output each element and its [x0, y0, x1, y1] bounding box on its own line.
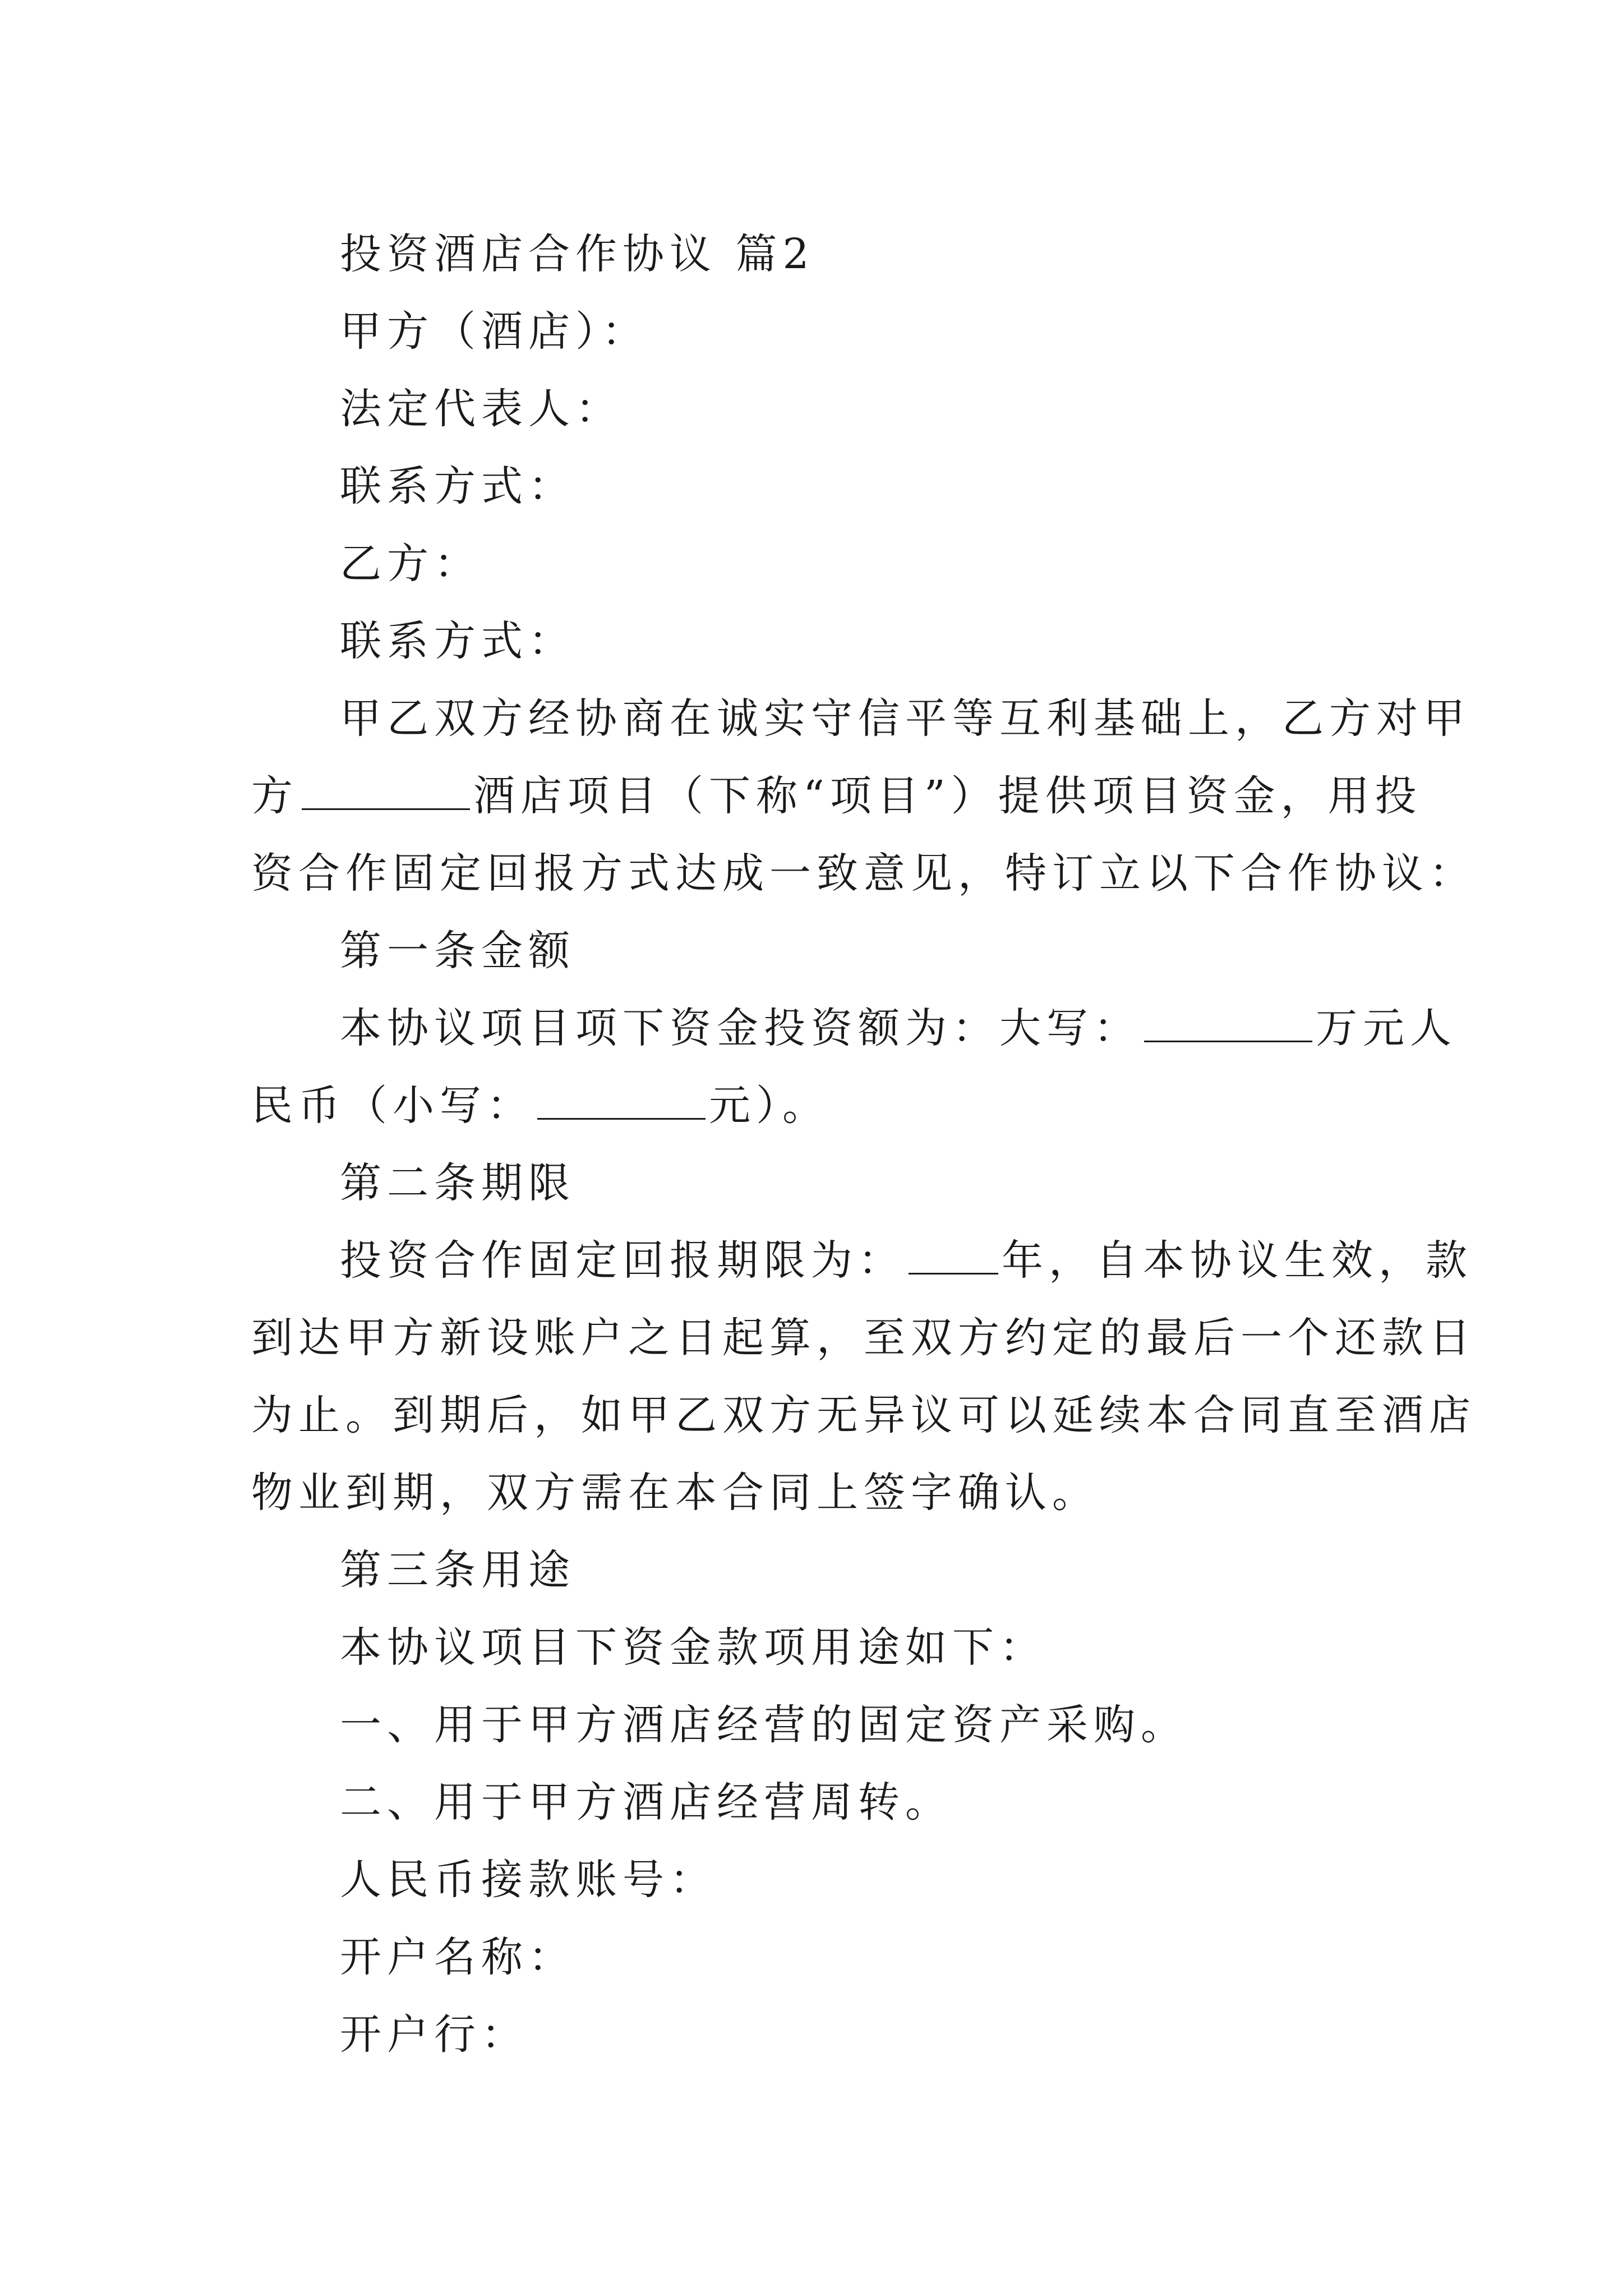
party-a-label: 甲方（酒店）：	[340, 307, 649, 356]
intro-paragraph	[251, 680, 1476, 912]
hotel-name-blank	[302, 776, 470, 810]
article-1-heading: 第一条金额	[340, 927, 575, 975]
article-2-heading: 第二条期限	[340, 1159, 575, 1207]
article-2-row-1	[251, 1222, 1473, 1299]
document-title: 投资酒店合作协议 篇2	[340, 230, 815, 278]
amount-numeric-blank	[537, 1085, 706, 1120]
intro-row-2-prefix: 方	[251, 772, 298, 820]
article-2-row-1-prefix: 投资合作固定回报期限为：	[340, 1236, 905, 1285]
article-2-row-1-suffix: 年，自本协议生效，款	[1002, 1236, 1473, 1285]
article-2-row-4: 物业到期，双方需在本合同上签字确认。	[251, 1469, 1099, 1517]
article-1-row-1	[251, 990, 1457, 1067]
article-1-row-1-suffix: 万元人	[1316, 1004, 1457, 1052]
article-3-item-2: 二、用于甲方酒店经营周转。	[340, 1778, 952, 1826]
article-1-paragraph	[251, 990, 1457, 1144]
account-name-label: 开户名称：	[340, 1933, 575, 1981]
document-body	[251, 215, 1476, 2073]
article-2-row-2: 到达甲方新设账户之日起算，至双方约定的最后一个还款日	[251, 1314, 1476, 1362]
article-1-row-1-prefix: 本协议项目项下资金投资额为：大写：	[340, 1004, 1141, 1052]
amount-uppercase-blank	[1144, 1008, 1312, 1042]
party-a-contact-label: 联系方式：	[340, 462, 575, 510]
intro-row-1: 甲乙双方经协商在诚实守信平等互利基础上，乙方对甲	[340, 694, 1470, 743]
account-number-label: 人民币接款账号：	[340, 1856, 717, 1904]
article-3-intro: 本协议项目下资金款项用途如下：	[340, 1623, 1046, 1672]
legal-representative-label: 法定代表人：	[340, 385, 623, 433]
intro-row-2	[251, 757, 1422, 835]
party-b-label: 乙方：	[340, 540, 481, 588]
article-2-row-3: 为止。到期后，如甲乙双方无异议可以延续本合同直至酒店	[251, 1391, 1476, 1439]
intro-row-3: 资合作固定回报方式达成一致意见，特订立以下合作协议：	[251, 849, 1476, 898]
article-1-row-2-prefix: 民币（小写：	[251, 1082, 534, 1130]
article-1-row-2	[251, 1067, 1395, 1144]
party-b-contact-label: 联系方式：	[340, 617, 575, 665]
intro-row-2-suffix: 酒店项目（下称“项目”）提供项目资金，用投	[473, 772, 1422, 820]
article-3-item-1: 一、用于甲方酒店经营的固定资产采购。	[340, 1701, 1188, 1749]
years-blank	[909, 1240, 998, 1274]
article-1-row-2-suffix: 元）。	[709, 1082, 829, 1130]
article-3-heading: 第三条用途	[340, 1546, 575, 1594]
account-bank-label: 开户行：	[340, 2010, 528, 2059]
article-2-paragraph	[251, 1222, 1476, 1531]
